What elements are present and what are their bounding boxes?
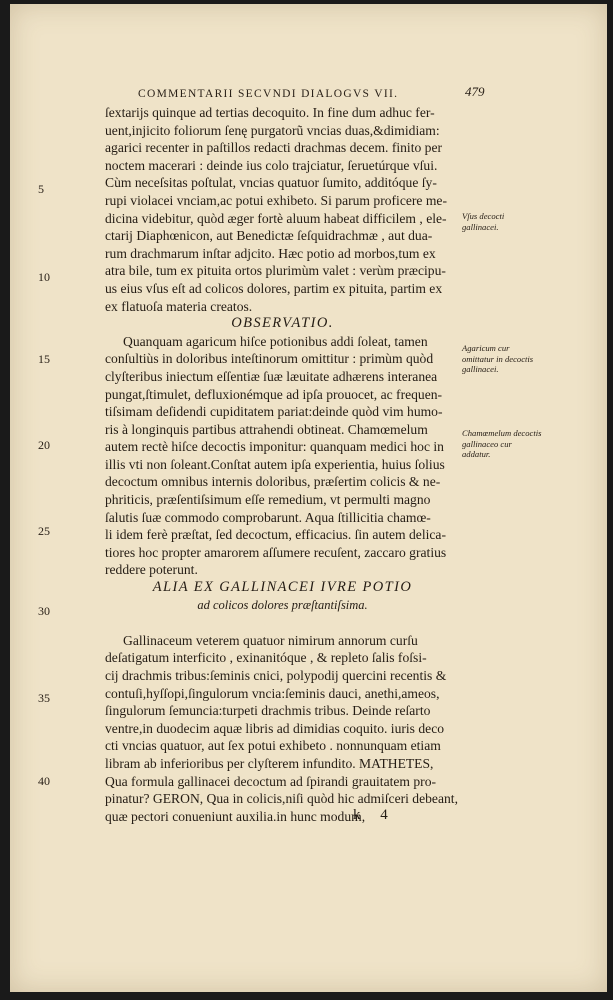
text-line: quæ pectori conueniunt auxilia.in hunc modum, (105, 808, 366, 824)
page-number: 479 (465, 84, 485, 99)
signature-mark: k 4 (353, 807, 396, 823)
margin-note: Agaricum cur omittatur in decoctis gallinacei. (462, 343, 534, 374)
text-line: noctem macerari : deinde ius colo trajciatur, ſeruetúrque vſui. (105, 157, 438, 173)
section-heading-potio: ALIA EX GALLINACEI IVRE POTIO (152, 579, 413, 596)
text-line: us eius vſus eſt ad colicos dolores, partim ex pituita, partim ex (105, 280, 443, 296)
line-number: 5 (38, 182, 44, 196)
running-head: COMMENTARII SECVNDI DIALOGVS VII. (138, 88, 399, 100)
text-line: cti vncias quatuor, aut ſex potui exhibeto . nonnunquam etiam (105, 738, 441, 754)
book-page (10, 4, 607, 992)
text-line: dicina videbitur, quòd æger fortè aluum habeat difficilem , ele- (105, 210, 447, 226)
text-line: phriticis, præſentiſsimum eſſe remedium, vt permulti magno (105, 492, 431, 508)
text-line: ris à longinquis partibus attrahendi obtineat. Chamœmelum (105, 421, 428, 437)
line-number: 25 (38, 524, 50, 538)
text-line: decoctum omnibus internis doloribus, præſertim colicis & ne- (105, 474, 441, 490)
text-line: cij drachmis tribus:ſeminis cnici, polypodij quercini recentis & (105, 668, 447, 683)
text-line: ſextarijs quinque ad tertias decoquito. In fine dum adhuc fer- (105, 105, 435, 120)
text-line: ſalutis ſuæ commodo comprobarunt. Aqua ſtillicitia chamœ- (105, 509, 431, 525)
text-line: Qua formula gallinacei decoctum ad ſpirandi grauitatem pro- (105, 773, 437, 789)
line-number: 20 (38, 438, 50, 452)
text-line: Gallinaceum veterem quatuor nimirum annorum curſu (123, 632, 418, 648)
text-line: conſultiùs in doloribus inteſtinorum omittitur : primùm quòd (105, 351, 434, 367)
margin-note: Chamœmelum decoctis gallinaceo cur addatur. (462, 428, 542, 459)
line-number: 15 (38, 352, 50, 366)
text-line: deſatigatum interficito , exinanitóque , & repleto ſalis foſsi- (105, 650, 427, 666)
text-line: ex flatuoſa materia creatos. (105, 298, 253, 314)
line-number: 35 (38, 691, 50, 705)
text-line: reddere poterunt. (105, 562, 198, 578)
section-heading-observatio: OBSERVATIO. (231, 315, 334, 332)
line-number: 40 (38, 774, 50, 788)
text-line: clyſteribus iniectum eſſentiæ ſuæ læuitate adhærens interanea (105, 368, 438, 384)
section-subheading: ad colicos dolores præſtantiſsima. (197, 597, 368, 612)
text-line: pungat,ſtimulet, defluxionémque ad ipſa prouocet, ac frequen- (105, 386, 443, 402)
text-line: pinatur? GERON, Qua in colicis,niſi quòd hic admiſceri debeant, (105, 791, 458, 807)
text-line: libram ab inferioribus per clyſterem infundito. MATHETES, (105, 755, 434, 771)
main-text (105, 104, 460, 825)
line-number: 10 (38, 270, 50, 284)
text-line: ventre,in duodecim aquæ libris ad dimidias coquito. iuris deco (105, 720, 445, 736)
text-line: contuſi,hyſſopi,ſingulorum vncia:ſeminis dauci, anethi,ameos, (105, 685, 440, 701)
text-line: atra bile, tum ex pituita ortos plurimùm valet : verùm præcipu- (105, 263, 446, 279)
line-number: 30 (38, 604, 50, 618)
text-line: ctarij Diaphœnicon, aut Benedictæ ſeſquidrachmæ , aut dua- (105, 228, 433, 244)
text-line: li idem ferè præſtat, ſed decoctum, efficacius. ſin autem delica- (105, 527, 446, 543)
text-line: autem rectè hiſce decoctis imponitur: quanquam medici hoc in (105, 439, 444, 455)
text-line: Quanquam agaricum hiſce potionibus addi ſoleat, tamen (123, 333, 428, 349)
text-line: tiores hoc propter amarorem aſſumere recuſent, zaccaro gratius (105, 544, 447, 560)
text-line: illis vti non ſoleant.Conſtat autem ipſa experientia, huius ſolius (105, 456, 445, 472)
text-line: rum drachmarum inſtar adjcito. Hæc potio ad morbos,tum ex (105, 245, 436, 261)
text-line: tiſsimam deſidendi cupiditatem pariat:deinde quòd vim humo- (105, 404, 443, 420)
text-line: uent,injicito foliorum ſenę purgatorũ vncias duas,&dimidiam: (105, 122, 440, 138)
text-line: rupi violacei vnciam,ac potui exhibeto. Si parum proficere me- (105, 192, 447, 208)
blank-line (105, 614, 460, 632)
text-line: Cùm neceſsitas poſtulat, vncias quatuor ſumito, additóque ſy- (105, 175, 437, 191)
text-line: agarici recenter in paſtillos redacti drachmas decem. finito per (105, 140, 443, 156)
margin-note: Vſus decocti gallinacei. (462, 211, 505, 232)
text-line: ſingulorum ſemuncia:turpeti drachmis tribus. Deinde reſarto (105, 703, 431, 719)
